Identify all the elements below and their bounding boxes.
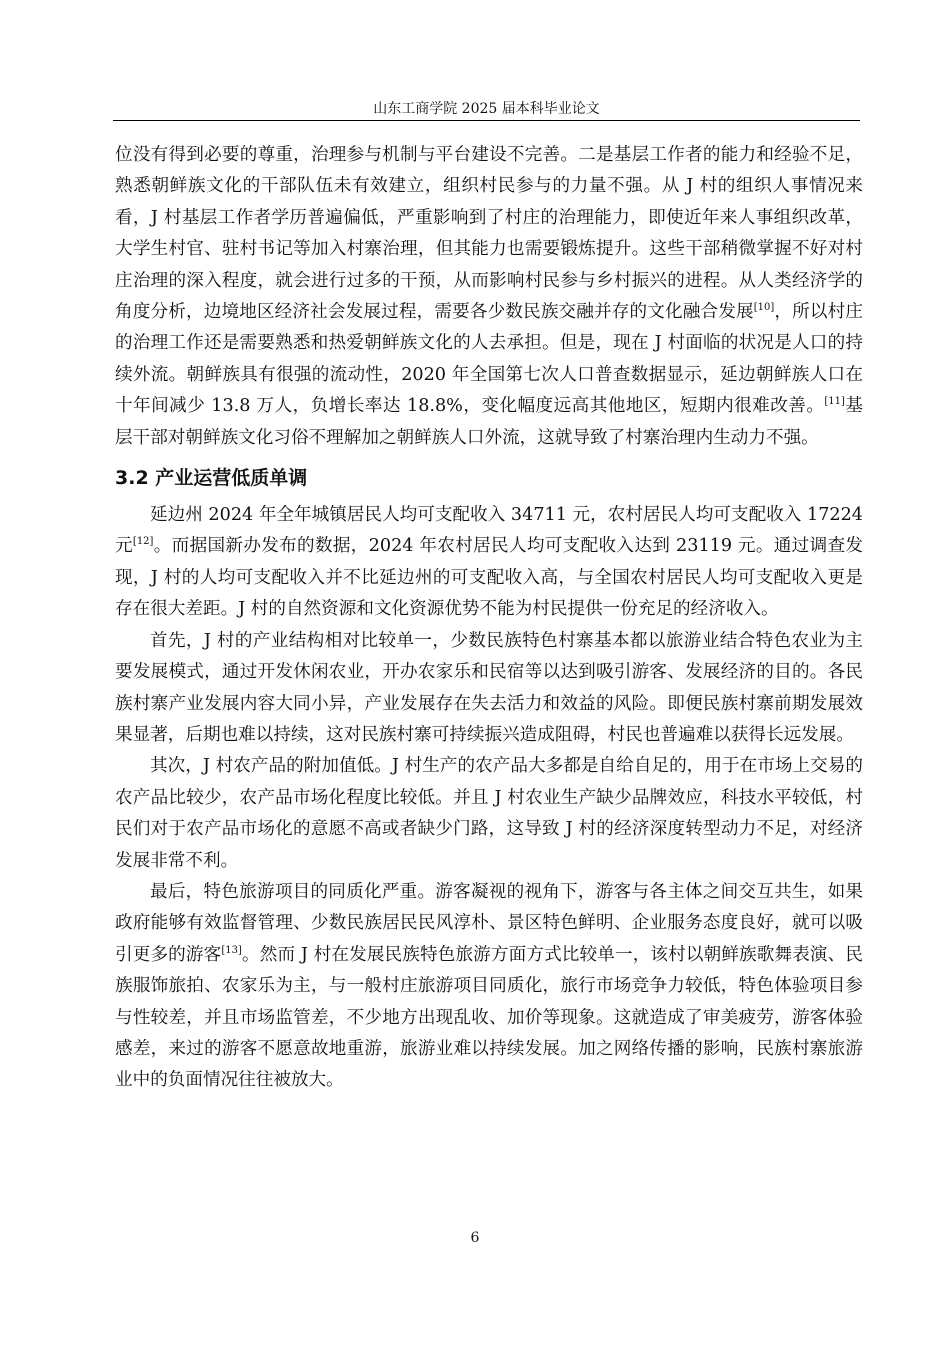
paragraph-second [115, 751, 863, 877]
text-run: 位没有得到必要的尊重，治理参与机制与平台建设不完善。二是基层工作者的能力和经验不足，熟悉朝鲜族文化的干部队伍未有效建立，组织村民参与的力量不强。从 J 村的组织人事情况来看，J 村基层工作者学历普遍偏低，严重影响到了村庄的治理能力，即使近年来人事组织改革，大学生村官、驻村书记等加入村寨治理，但其能力也需要锻炼提升。这些干部稍微掌握不好对村庄治理的深入程度，就会进行过多的干预，从而影响村民参与乡村振兴的进程。从人类经济学的角度分析，边境地区经济社会发展过程，需要各少数民族交融并存的文化融合发展 [115, 145, 863, 323]
header-rule [113, 120, 860, 121]
citation-13: [13] [221, 944, 242, 956]
text-run: 。而据国新办发布的数据，2024 年农村居民人均可支配收入达到 23119 元。通过调查发现，J 村的人均可支配收入并不比延边州的可支配收入高，与全国农村居民人均可支配收入更是存在很大差距。J 村的自然资源和文化资源优势不能为村民提供一份充足的经济收入。 [115, 536, 863, 620]
text-run: 首先，J 村的产业结构相对比较单一，少数民族特色村寨基本都以旅游业结合特色农业为主要发展模式，通过开发休闲农业，开办农家乐和民宿等以达到吸引游客、发展经济的目的。各民族村寨产业发展内容大同小异，产业发展存在失去活力和效益的风险。即便民族村寨前期发展效果显著，后期也难以持续，这对民族村寨可持续振兴造成阻碍，村民也普遍难以获得长远发展。 [115, 630, 863, 745]
paragraph-income [115, 500, 863, 626]
text-run: 延边州 2024 年全年城镇居民人均可支配收入 34711 元，农村居民人均可支配收入 17224 元 [115, 505, 863, 557]
paragraph-first [115, 626, 863, 752]
citation-10: [10] [753, 302, 775, 314]
text-run: 最后，特色旅游项目的同质化严重。游客凝视的视角下，游客与各主体之间交互共生，如果政府能够有效监督管理、少数民族居民民风淳朴、景区特色鲜明、企业服务态度良好，就可以吸引更多的游客 [115, 881, 863, 965]
text-run: ，所以村庄的治理工作还是需要熟悉和热爱朝鲜族文化的人去承担。但是，现在 J 村面临的状况是人口的持续外流。朝鲜族具有很强的流动性，2020 年全国第七次人口普查数据显示，延边朝鲜族人口在十年间减少 13.8 万人，负增长率达 18.8%，变化幅度远高其他地区，短期内很难改善。 [115, 302, 863, 417]
text-run: 。然而 J 村在发展民族特色旅游方面方式比较单一，该村以朝鲜族歌舞表演、民族服饰旅拍、农家乐为主，与一般村庄旅游项目同质化，旅行市场竞争力较低，特色体验项目参与性较差，并且市场监管差，不少地方出现乱收、加价等现象。这就造成了审美疲劳，游客体验感差，来过的游客不愿意故地重游，旅游业难以持续发展。加之网络传播的影响，民族村寨旅游业中的负面情况往往被放大。 [115, 944, 863, 1091]
text-run: 其次，J 村农产品的附加值低。J 村生产的农产品大多都是自给自足的，用于在市场上交易的农产品比较少，农产品市场化程度比较低。并且 J 村农业生产缺少品牌效应，科技水平较低，村民们对于农产品市场化的意愿不高或者缺少门路，这导致 J 村的经济深度转型动力不足，对经济发展非常不利。 [115, 756, 863, 871]
citation-11: [11] [824, 396, 845, 408]
page-number: 6 [470, 1230, 480, 1246]
section-heading: 3.2 产业运营低质单调 [115, 467, 308, 490]
paragraph-last [115, 877, 863, 1097]
paragraph-continued [115, 140, 863, 454]
text-run: 基层干部对朝鲜族文化习俗不理解加之朝鲜族人口外流，这就导致了村寨治理内生动力不强。 [115, 396, 863, 448]
page-header: 山东工商学院 2025 届本科毕业论文 [373, 101, 600, 117]
citation-12: [12] [132, 536, 154, 548]
body-text [115, 140, 863, 1097]
